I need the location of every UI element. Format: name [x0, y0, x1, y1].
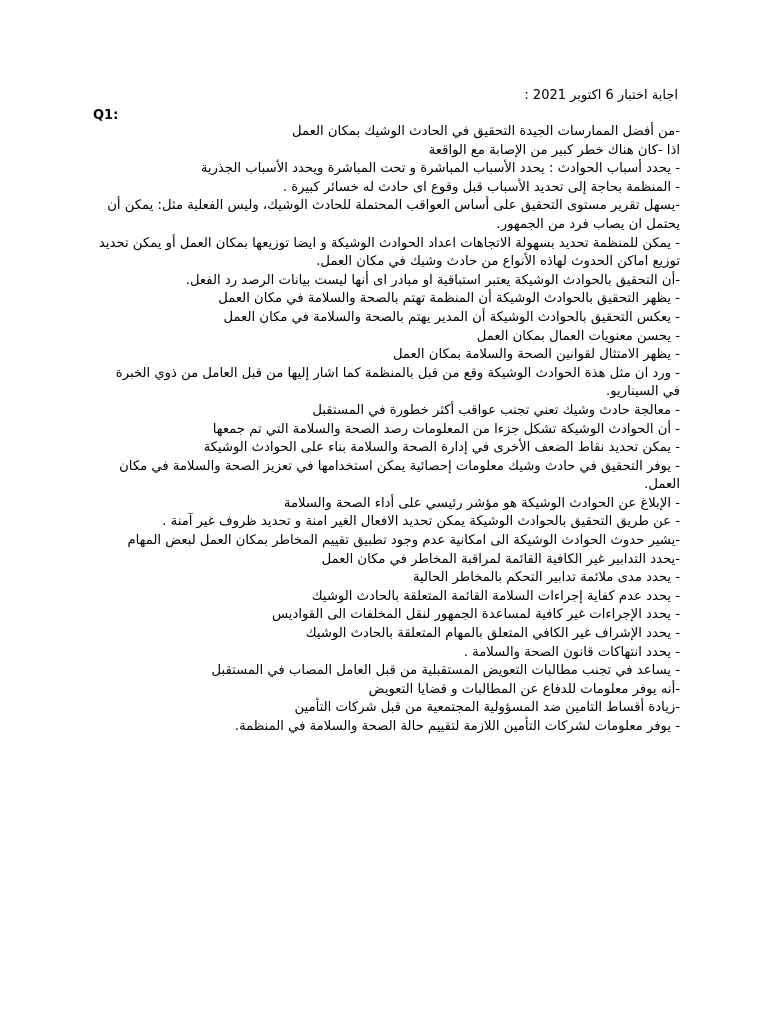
answer-paragraph: - يمكن للمنظمة تحديد بسهولة الاتجاهات اعداد الحوادث الوشيكة و ايضا توزيعها بمكان العمل أو يمكن تحديد توزيع اماكن الحدوث لهاذه الأنواع من حادث وشيك في مكان العمل. — [98, 235, 680, 270]
answer-paragraph: -أنه يوفر معلومات للدفاع عن المطالبات و قضايا التعويض — [368, 681, 680, 697]
question-label: Q1: — [93, 108, 119, 123]
answer-paragraph: - يحدد الإشراف غير الكافي المتعلق بالمهام المتعلقة بالحادث الوشيك — [305, 626, 680, 642]
answer-paragraph: - يظهر التحقيق بالحوادث الوشيكة أن المنظمة تهتم بالصحة والسلامة في مكان العمل — [218, 291, 680, 307]
answer-paragraph: - يظهر الامتثال لقوانين الصحة والسلامة بمكان العمل — [392, 347, 680, 363]
answer-paragraph: - يحدد أسباب الحوادث : يحدد الأسباب المباشرة و تحت المباشرة ويحدد الأسباب الجذرية — [200, 161, 680, 177]
answer-paragraph: -أن التحقيق بالحوادث الوشيكة يعتبر استباقية او مبادر اى أنها ليست بيانات الرصد رد الفعل. — [185, 272, 680, 288]
answer-body — [96, 123, 680, 737]
answer-paragraph: -من أفضل الممارسات الجيدة التحقيق في الحادث الوشيك بمكان العمل — [292, 124, 680, 139]
answer-paragraph: - عن طريق التحقيق بالحوادث الوشيكة يمكن تحديد الافعال الغير امنة و تحديد ظروف غير آمنة . — [162, 514, 680, 530]
answer-paragraph: - أن الحوادث الوشيكة تشكل جزءا من المعلومات رصد الصحة والسلامة التي تم جمعها — [212, 421, 680, 437]
answer-paragraph: - يوفر معلومات لشركات التأمين اللازمة لتقييم حالة الصحة والسلامة في المنظمة. — [234, 719, 680, 734]
answer-paragraph: - يعكس التحقيق بالحوادث الوشيكة أن المدير يهتم بالصحة والسلامة في مكان العمل — [223, 309, 680, 325]
exam-title: اجابة اختبار 6 اكتوبر 2021 : — [524, 88, 678, 103]
answer-paragraph: - يمكن تحديد نقاط الضعف الأخرى في إدارة الصحة والسلامة بناء على الحوادث الوشيكة — [203, 440, 680, 456]
answer-paragraph: -يسهل تقرير مستوى التحقيق على أساس العواقب المحتملة للحادث الوشيك، وليس الفعلية مثل: يمكن أن يحتمل ان يصاب فرد من الجمهور. — [107, 198, 680, 232]
answer-paragraph: - يحدد انتهاكات قانون الصحة والسلامة . — [463, 644, 680, 660]
answer-paragraph: -يشير حدوث الحوادث الوشيكة الى امكانية عدم وجود تطبيق تقييم المخاطر بمكان العمل لبعض المهام — [127, 533, 680, 549]
answer-paragraph: اذا -كان هناك خطر كبير من الإصابة مع الواقعة — [428, 142, 680, 158]
answer-paragraph: - يحدد عدم كفاية إجراءات السلامة القائمة المتعلقة بالحادث الوشيك — [311, 588, 680, 604]
answer-paragraph: - يحدد مدى ملائمة تدابير التحكم بالمخاطر الحالية — [412, 570, 680, 586]
answer-paragraph: - يوفر التحقيق في حادث وشيك معلومات إحصائية يمكن استخدامها في تعزيز الصحة والسلامة في مكان العمل. — [119, 458, 680, 493]
answer-paragraph: - الإبلاغ عن الحوادث الوشيكة هو مؤشر رئيسي على أداء الصحة والسلامة — [283, 495, 680, 511]
answer-paragraph: - ورد ان مثل هذة الحوادث الوشيكة وقع من قبل بالمنظمة كما اشار إليها من قبل العامل من ذوي الخبرة في السيناريو. — [115, 365, 680, 400]
answer-paragraph: -يحدد التدابير غير الكافية القائمة لمراقبة المخاطر في مكان العمل — [321, 551, 680, 567]
answer-paragraph: - المنظمة بحاجة إلى تحديد الأسباب قبل وقوع اى حادث له خسائر كبيرة . — [282, 179, 680, 195]
answer-paragraph: - يحسن معنويات العمال بمكان العمل — [476, 328, 680, 344]
answer-paragraph: - يحدد الإجراءات غير كافية لمساعدة الجمهور لنقل المخلفات الى القواديس — [271, 607, 680, 623]
answer-paragraph: - معالجة حادث وشيك تعني تجنب عواقب أكثر خطورة في المستقبل — [312, 402, 680, 418]
answer-paragraph: -زيادة أقساط التامين ضد المسؤولية المجتمعية من قبل شركات التأمين — [294, 700, 680, 716]
answer-paragraph: - يساعد في تجنب مطالبات التعويض المستقبلية من قبل العامل المصاب في المستقبل — [211, 663, 680, 679]
